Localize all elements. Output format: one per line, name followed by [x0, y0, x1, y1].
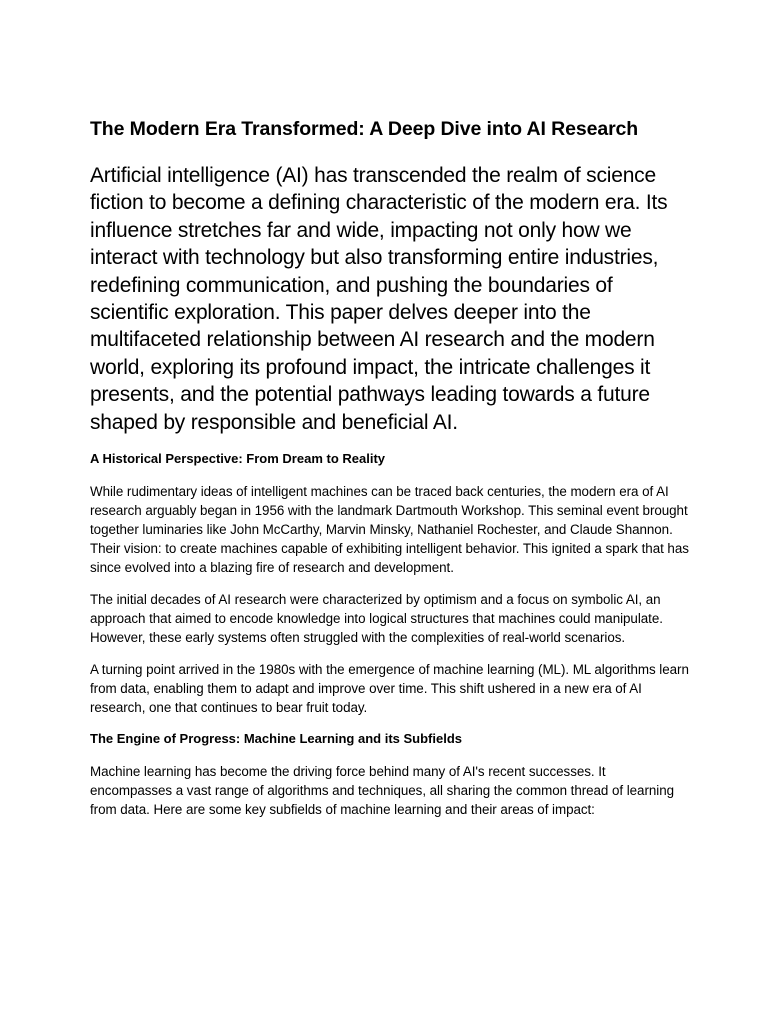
document-page — [90, 115, 690, 832]
body-paragraph: While rudimentary ideas of intelligent machines can be traced back centuries, the modern era of AI research arguably began in 1956 with the landmark Dartmouth Workshop. This seminal event brought together luminaries like John McCarthy, Marvin Minsky, Nathaniel Rochester, and Claude Shannon. Their vision: to create machines capable of exhibiting intelligent behavior. This ignited a spark that has since evolved into a blazing fire of research and development. — [90, 484, 689, 576]
document-title: The Modern Era Transformed: A Deep Dive into AI Research — [90, 118, 639, 140]
section-heading: The Engine of Progress: Machine Learning and its Subfields — [90, 731, 462, 747]
body-paragraph: The initial decades of AI research were characterized by optimism and a focus on symbolic AI, an approach that aimed to encode knowledge into logical structures that machines could manipulate. However, these early systems often struggled with the complexities of real-world scenarios. — [90, 592, 663, 646]
section-machine-learning — [90, 730, 690, 819]
body-paragraph: Machine learning has become the driving force behind many of AI's recent successes. It encompasses a vast range of algorithms and techniques, all sharing the common thread of learning from data. Here are some key subfields of machine learning and their areas of impact: — [90, 764, 674, 818]
section-historical-perspective — [90, 450, 690, 717]
section-heading: A Historical Perspective: From Dream to Reality — [90, 451, 386, 467]
body-paragraph: A turning point arrived in the 1980s with the emergence of machine learning (ML). ML algorithms learn from data, enabling them to adapt and improve over time. This shift ushered in a new era of AI research, one that continues to bear fruit today. — [90, 662, 689, 716]
intro-paragraph: Artificial intelligence (AI) has transcended the realm of science fiction to become a defining characteristic of the modern era. Its influence stretches far and wide, impacting not only how we interact with technology but also transforming entire industries, redefining communication, and pushing the boundaries of scientific exploration. This paper delves deeper into the multifaceted relationship between AI research and the modern world, exploring its profound impact, the intricate challenges it presents, and the potential pathways leading towards a future shaped by responsible and beneficial AI. — [90, 164, 668, 434]
